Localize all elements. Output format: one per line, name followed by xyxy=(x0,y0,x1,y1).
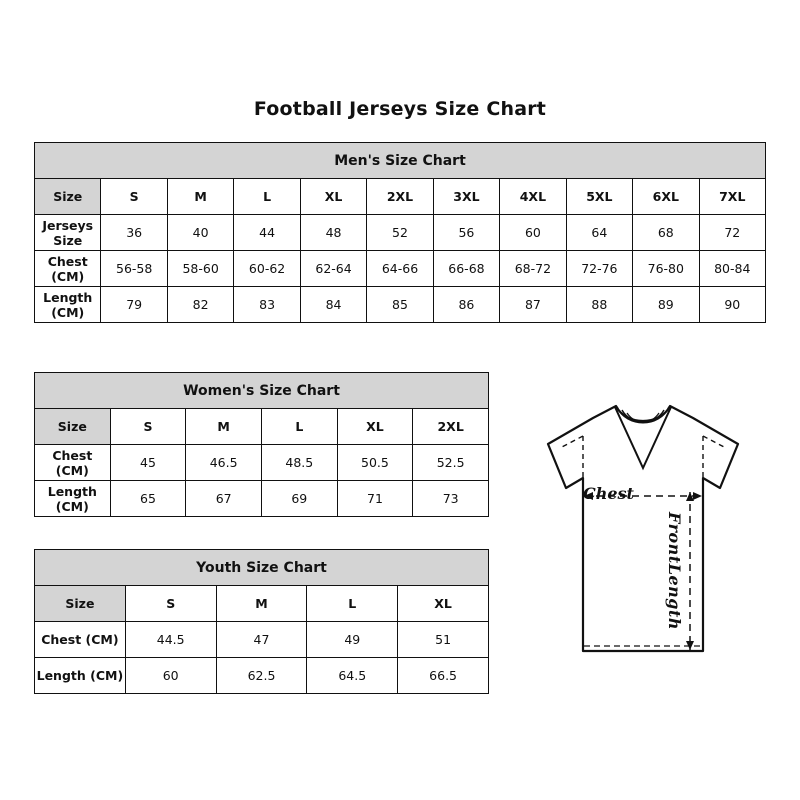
youth-chest-xl: 51 xyxy=(398,622,489,658)
womens-length-2xl: 73 xyxy=(413,481,489,517)
youth-chest-m: 47 xyxy=(216,622,307,658)
table-row xyxy=(35,287,766,323)
womens-length-m: 67 xyxy=(186,481,262,517)
row-label-size: Size xyxy=(35,586,126,622)
youth-length-xl: 66.5 xyxy=(398,658,489,694)
womens-size-table xyxy=(34,372,489,517)
mens-size-7xl: 7XL xyxy=(699,179,765,215)
youth-size-l: L xyxy=(307,586,398,622)
mens-chest-5xl: 72-76 xyxy=(566,251,632,287)
front-length-measure-label: FrontLength xyxy=(665,512,684,630)
mens-jersey-size-xl: 48 xyxy=(300,215,366,251)
womens-chest-l: 48.5 xyxy=(261,445,337,481)
mens-length-5xl: 88 xyxy=(566,287,632,323)
womens-size-l: L xyxy=(261,409,337,445)
row-label-length: Length (CM) xyxy=(35,287,101,323)
mens-chest-3xl: 66-68 xyxy=(433,251,499,287)
womens-chest-2xl: 52.5 xyxy=(413,445,489,481)
mens-length-4xl: 87 xyxy=(500,287,566,323)
womens-size-s: S xyxy=(110,409,186,445)
womens-chest-m: 46.5 xyxy=(186,445,262,481)
mens-jersey-size-4xl: 60 xyxy=(500,215,566,251)
womens-size-2xl: 2XL xyxy=(413,409,489,445)
youth-length-s: 60 xyxy=(125,658,216,694)
mens-jersey-size-5xl: 64 xyxy=(566,215,632,251)
table-row xyxy=(35,622,489,658)
mens-length-2xl: 85 xyxy=(367,287,433,323)
mens-chest-4xl: 68-72 xyxy=(500,251,566,287)
womens-length-xl: 71 xyxy=(337,481,413,517)
right-shoulder-seam xyxy=(703,436,726,448)
mens-chest-m: 58-60 xyxy=(167,251,233,287)
mens-jersey-size-s: 36 xyxy=(101,215,167,251)
womens-size-xl: XL xyxy=(337,409,413,445)
womens-table-caption: Women's Size Chart xyxy=(35,373,489,409)
row-label-length: Length (CM) xyxy=(35,658,126,694)
mens-size-m: M xyxy=(167,179,233,215)
row-label-jerseys-size: Jerseys Size xyxy=(35,215,101,251)
mens-size-l: L xyxy=(234,179,300,215)
mens-chest-2xl: 64-66 xyxy=(367,251,433,287)
youth-size-s: S xyxy=(125,586,216,622)
youth-size-m: M xyxy=(216,586,307,622)
mens-size-table xyxy=(34,142,766,323)
page-title: Football Jerseys Size Chart xyxy=(253,98,547,120)
youth-table-caption: Youth Size Chart xyxy=(35,550,489,586)
youth-size-xl: XL xyxy=(398,586,489,622)
mens-chest-s: 56-58 xyxy=(101,251,167,287)
mens-chest-7xl: 80-84 xyxy=(699,251,765,287)
table-caption-row xyxy=(35,550,489,586)
row-label-size: Size xyxy=(35,409,111,445)
mens-jersey-size-3xl: 56 xyxy=(433,215,499,251)
mens-chest-xl: 62-64 xyxy=(300,251,366,287)
mens-length-m: 82 xyxy=(167,287,233,323)
mens-size-3xl: 3XL xyxy=(433,179,499,215)
mens-chest-l: 60-62 xyxy=(234,251,300,287)
youth-chest-s: 44.5 xyxy=(125,622,216,658)
mens-length-3xl: 86 xyxy=(433,287,499,323)
womens-chest-s: 45 xyxy=(110,445,186,481)
mens-chest-6xl: 76-80 xyxy=(633,251,699,287)
mens-size-5xl: 5XL xyxy=(566,179,632,215)
mens-jersey-size-l: 44 xyxy=(234,215,300,251)
youth-chest-l: 49 xyxy=(307,622,398,658)
left-shoulder-seam xyxy=(560,436,583,448)
chest-measure-label: Chest xyxy=(583,484,634,503)
mens-jersey-size-2xl: 52 xyxy=(367,215,433,251)
mens-size-6xl: 6XL xyxy=(633,179,699,215)
table-row xyxy=(35,215,766,251)
chest-arrow-right xyxy=(693,492,702,500)
table-row xyxy=(35,251,766,287)
mens-jersey-size-6xl: 68 xyxy=(633,215,699,251)
mens-length-s: 79 xyxy=(101,287,167,323)
table-caption-row xyxy=(35,373,489,409)
table-row xyxy=(35,179,766,215)
mens-length-6xl: 89 xyxy=(633,287,699,323)
mens-size-xl: XL xyxy=(300,179,366,215)
mens-length-xl: 84 xyxy=(300,287,366,323)
table-caption-row xyxy=(35,143,766,179)
mens-size-4xl: 4XL xyxy=(500,179,566,215)
shirt-body-path xyxy=(548,406,738,651)
womens-length-l: 69 xyxy=(261,481,337,517)
row-label-chest: Chest (CM) xyxy=(35,445,111,481)
womens-chest-xl: 50.5 xyxy=(337,445,413,481)
mens-jersey-size-m: 40 xyxy=(167,215,233,251)
table-row xyxy=(35,445,489,481)
row-label-length: Length (CM) xyxy=(35,481,111,517)
jersey-measurement-diagram xyxy=(498,396,788,696)
table-row xyxy=(35,409,489,445)
table-row xyxy=(35,481,489,517)
mens-table-caption: Men's Size Chart xyxy=(35,143,766,179)
mens-size-s: S xyxy=(101,179,167,215)
row-label-chest: Chest (CM) xyxy=(35,622,126,658)
row-label-size: Size xyxy=(35,179,101,215)
womens-size-m: M xyxy=(186,409,262,445)
mens-size-2xl: 2XL xyxy=(367,179,433,215)
row-label-chest: Chest (CM) xyxy=(35,251,101,287)
youth-length-l: 64.5 xyxy=(307,658,398,694)
mens-length-l: 83 xyxy=(234,287,300,323)
youth-length-m: 62.5 xyxy=(216,658,307,694)
youth-size-table xyxy=(34,549,489,694)
mens-length-7xl: 90 xyxy=(699,287,765,323)
table-row xyxy=(35,658,489,694)
table-row xyxy=(35,586,489,622)
womens-length-s: 65 xyxy=(110,481,186,517)
mens-jersey-size-7xl: 72 xyxy=(699,215,765,251)
jersey-outline-icon xyxy=(498,396,788,696)
